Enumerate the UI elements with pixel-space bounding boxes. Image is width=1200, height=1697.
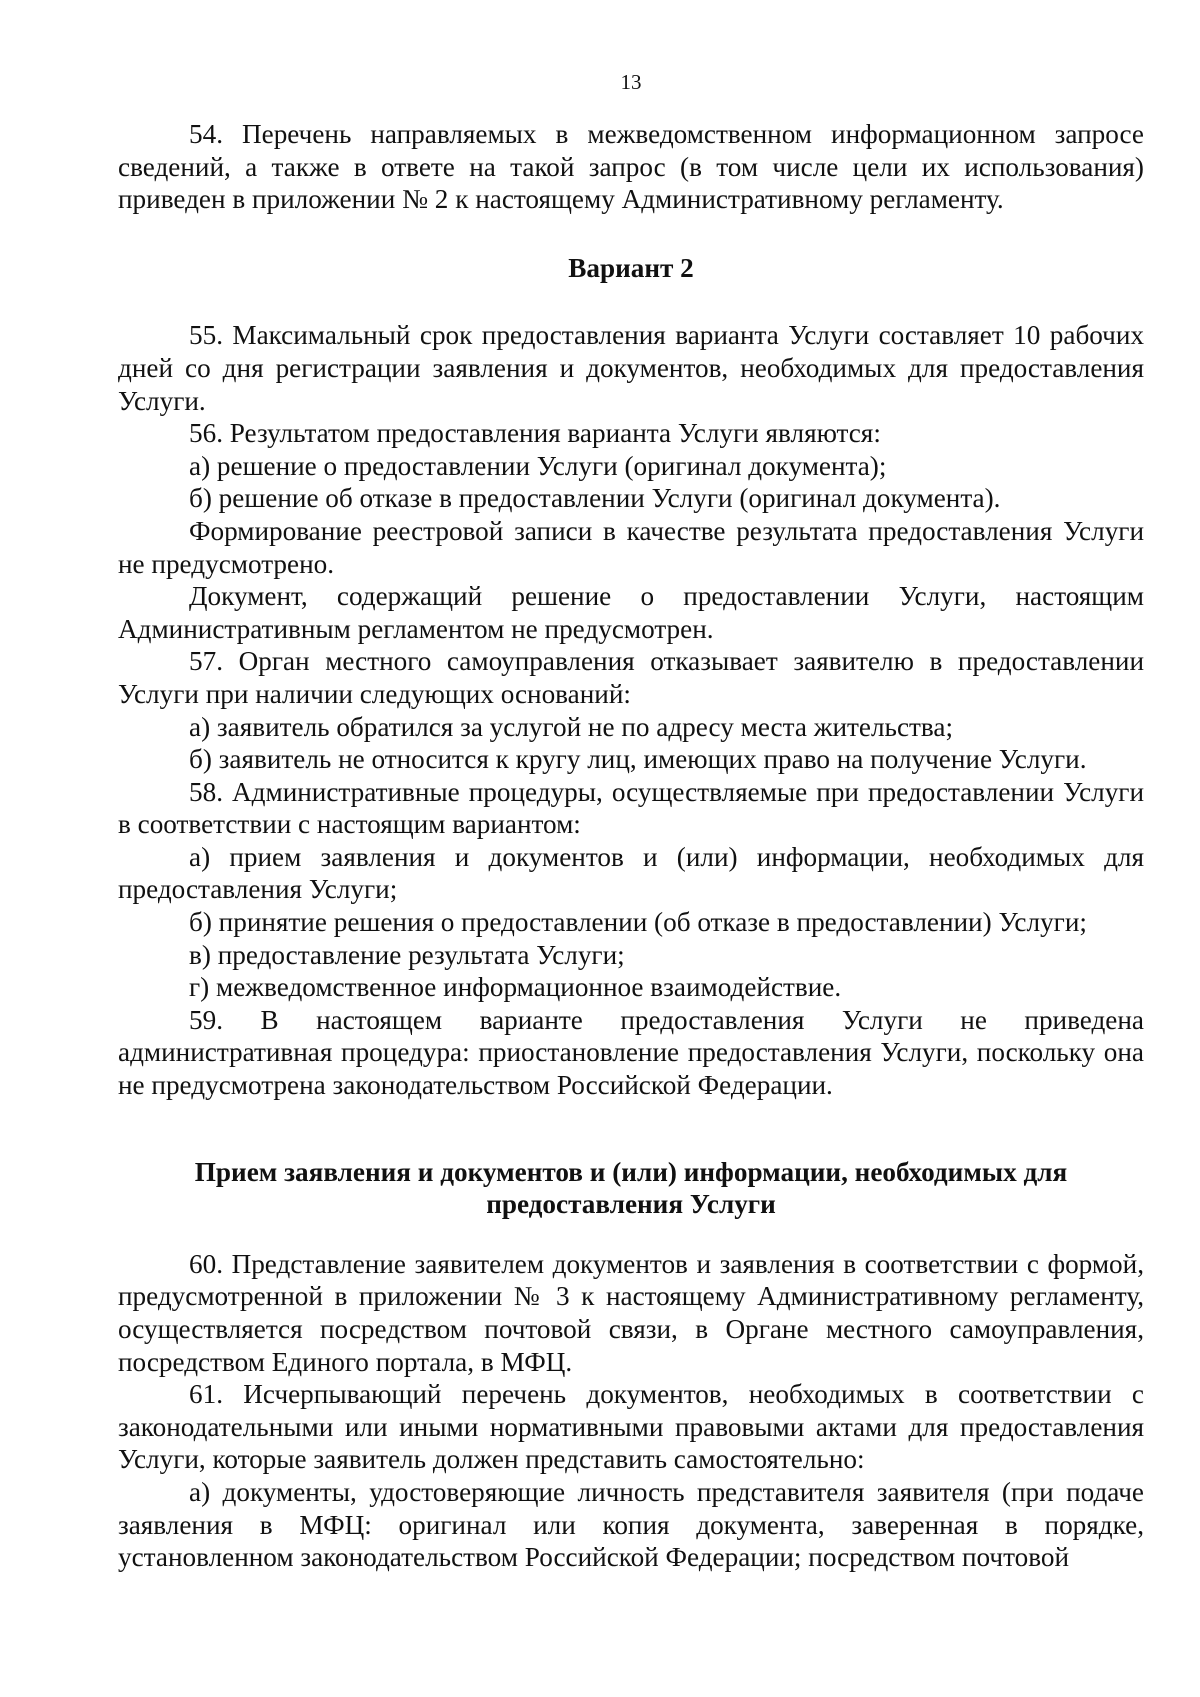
paragraph-56-b: б) решение об отказе в предоставлении Услуги (оригинал документа). [189, 483, 1001, 514]
spacer [118, 216, 1144, 252]
spacer [118, 1221, 1144, 1248]
paragraph-56: 56. Результатом предоставления варианта Услуги являются: [189, 418, 881, 449]
paragraph-58-a: а) прием заявления и документов и (или) информации, необходимых для предоставления Услуги; [118, 841, 1144, 905]
paragraph-59: 59. В настоящем варианте предоставления Услуги не приведена административная процедура: приостановление предоставления Услуги, поскольку она не предусмотрена законодательством Российской Федерации. [118, 1004, 1144, 1101]
heading-reception: Прием заявления и документов и (или) информации, необходимых для предоставления Услуги [194, 1156, 1068, 1220]
paragraph-57-b: б) заявитель не относится к кругу лиц, имеющих право на получение Услуги. [189, 744, 1087, 775]
paragraph-61-a: а) документы, удостоверяющие личность представителя заявителя (при подаче заявления в МФЦ: оригинал или копия документа, заверенная в порядке, установленном законодательством Российской Федерации; посредством почтовой [118, 1476, 1144, 1573]
paragraph-56-a: а) решение о предоставлении Услуги (оригинал документа); [189, 450, 887, 481]
page-number: 13 [620, 70, 642, 94]
paragraph-54: 54. Перечень направляемых в межведомственном информационном запросе сведений, а также в ответе на такой запрос (в том числе цели их использования) приведен в приложении № 2 к настоящему Административному регламенту. [118, 119, 1144, 215]
spacer [118, 284, 1144, 319]
paragraph-document-decision: Документ, содержащий решение о предоставлении Услуги, настоящим Административным регламентом не предусмотрен. [118, 581, 1144, 644]
document-body [118, 118, 1144, 1574]
paragraph-registry-record: Формирование реестровой записи в качестве результата предоставления Услуги не предусмотрено. [118, 515, 1144, 579]
paragraph-60: 60. Представление заявителем документов и заявления в соответствии с формой, предусмотренной в приложении № 3 к настоящему Административному регламенту, осуществляется посредством почтовой связи, в Органе местного самоуправления, посредством Единого портала, в МФЦ. [118, 1248, 1144, 1377]
paragraph-58-g: г) межведомственное информационное взаимодействие. [189, 972, 842, 1003]
paragraph-58-b: б) принятие решения о предоставлении (об отказе в предоставлении) Услуги; [189, 907, 1087, 938]
heading-variant-2: Вариант 2 [568, 252, 694, 283]
paragraph-61: 61. Исчерпывающий перечень документов, необходимых в соответствии с законодательными или иными нормативными правовыми актами для предоставления Услуги, которые заявитель должен представить самостоятельно: [118, 1379, 1144, 1475]
spacer [118, 1102, 1144, 1156]
paragraph-58: 58. Административные процедуры, осуществляемые при предоставлении Услуги в соответствии с настоящим вариантом: [118, 776, 1144, 840]
paragraph-57: 57. Орган местного самоуправления отказывает заявителю в предоставлении Услуги при наличии следующих оснований: [118, 646, 1144, 709]
paragraph-55: 55. Максимальный срок предоставления варианта Услуги составляет 10 рабочих дней со дня регистрации заявления и документов, необходимых для предоставления Услуги. [118, 320, 1144, 416]
paragraph-57-a: а) заявитель обратился за услугой не по адресу места жительства; [189, 711, 953, 742]
paragraph-58-v: в) предоставление результата Услуги; [189, 939, 625, 970]
